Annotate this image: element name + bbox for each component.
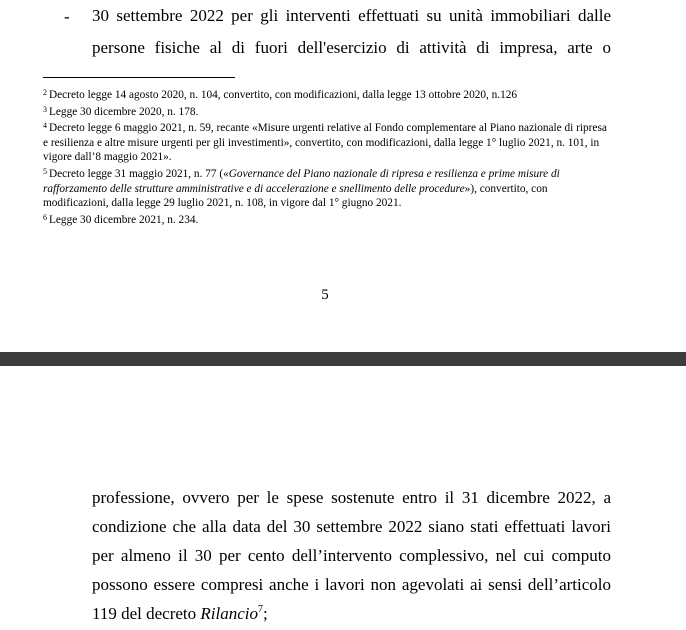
- body-text: 119 del decreto: [92, 604, 201, 623]
- footnote-reference: 7: [258, 604, 264, 615]
- footnote-3: [43, 103, 613, 120]
- footnote-4: [43, 119, 613, 165]
- footnote-text: »), convertito, con modificazioni, dalla legge 29 luglio 2021, n. 108, in vigore dal 1° giugno 2021.: [43, 182, 548, 210]
- body-text-line-4: possono essere compresi anche i lavori non agevolati ai sensi dell’articolo: [92, 575, 611, 594]
- bullet-text-line-2: persone fisiche al di fuori dell'esercizio di attività di impresa, arte o: [92, 38, 611, 57]
- body-text-italic: Rilancio: [200, 604, 259, 623]
- footnote-text: Decreto legge 14 agosto 2020, n. 104, convertito, con modificazioni, dalla legge 13 ottobre 2020, n.126: [49, 89, 518, 101]
- footnote-number: 2: [43, 88, 47, 97]
- body-text-line-5: [92, 604, 611, 624]
- footnote-text-italic: Governance del Piano nazionale di ripresa e resilienza e prime misure di rafforzamento delle strutture amministrative e di accelerazione e snellimento delle procedure: [43, 167, 560, 195]
- footnote-text: Decreto legge 31 maggio 2021, n. 77 («: [49, 167, 229, 180]
- footnote-number: 6: [43, 212, 47, 222]
- footnote-5: [43, 165, 613, 211]
- list-bullet-dash: -: [64, 7, 70, 26]
- body-text-line-3: per almeno il 30 per cento dell’intervento complessivo, nel cui computo: [92, 546, 611, 565]
- body-text-line-1: professione, ovvero per le spese sostenute entro il 31 dicembre 2022, a: [92, 488, 611, 507]
- footnote-text: Legge 30 dicembre 2020, n. 178.: [49, 105, 199, 118]
- body-text: ;: [263, 604, 268, 623]
- footnote-number: 3: [43, 104, 47, 114]
- footnote-separator-rule: [43, 77, 235, 78]
- footnote-text: Legge 30 dicembre 2021, n. 234.: [49, 213, 199, 226]
- document-page-6: [0, 366, 686, 630]
- footnote-text: Decreto legge 6 maggio 2021, n. 59, recante «Misure urgenti relative al Fondo complementare al Piano nazionale di ripresa e resilienza e altre misure urgenti per gli investimenti», convertito, con modificazioni, dalla legge 1° luglio 2021, n. 101, in vigore dall’8 maggio 2021».: [43, 122, 607, 164]
- page-number: 5: [321, 287, 329, 303]
- body-text-line-2: condizione che alla data del 30 settembre 2022 siano stati effettuati lavori: [92, 517, 611, 536]
- footnote-6: [43, 211, 613, 228]
- footnotes-block: [43, 86, 613, 227]
- page-break-separator: [0, 352, 686, 366]
- footnote-2: [43, 86, 613, 103]
- footnote-number: 4: [43, 121, 47, 131]
- footnote-number: 5: [43, 166, 47, 176]
- bullet-text-line-1: 30 settembre 2022 per gli interventi effettuati su unità immobiliari dalle: [92, 6, 611, 25]
